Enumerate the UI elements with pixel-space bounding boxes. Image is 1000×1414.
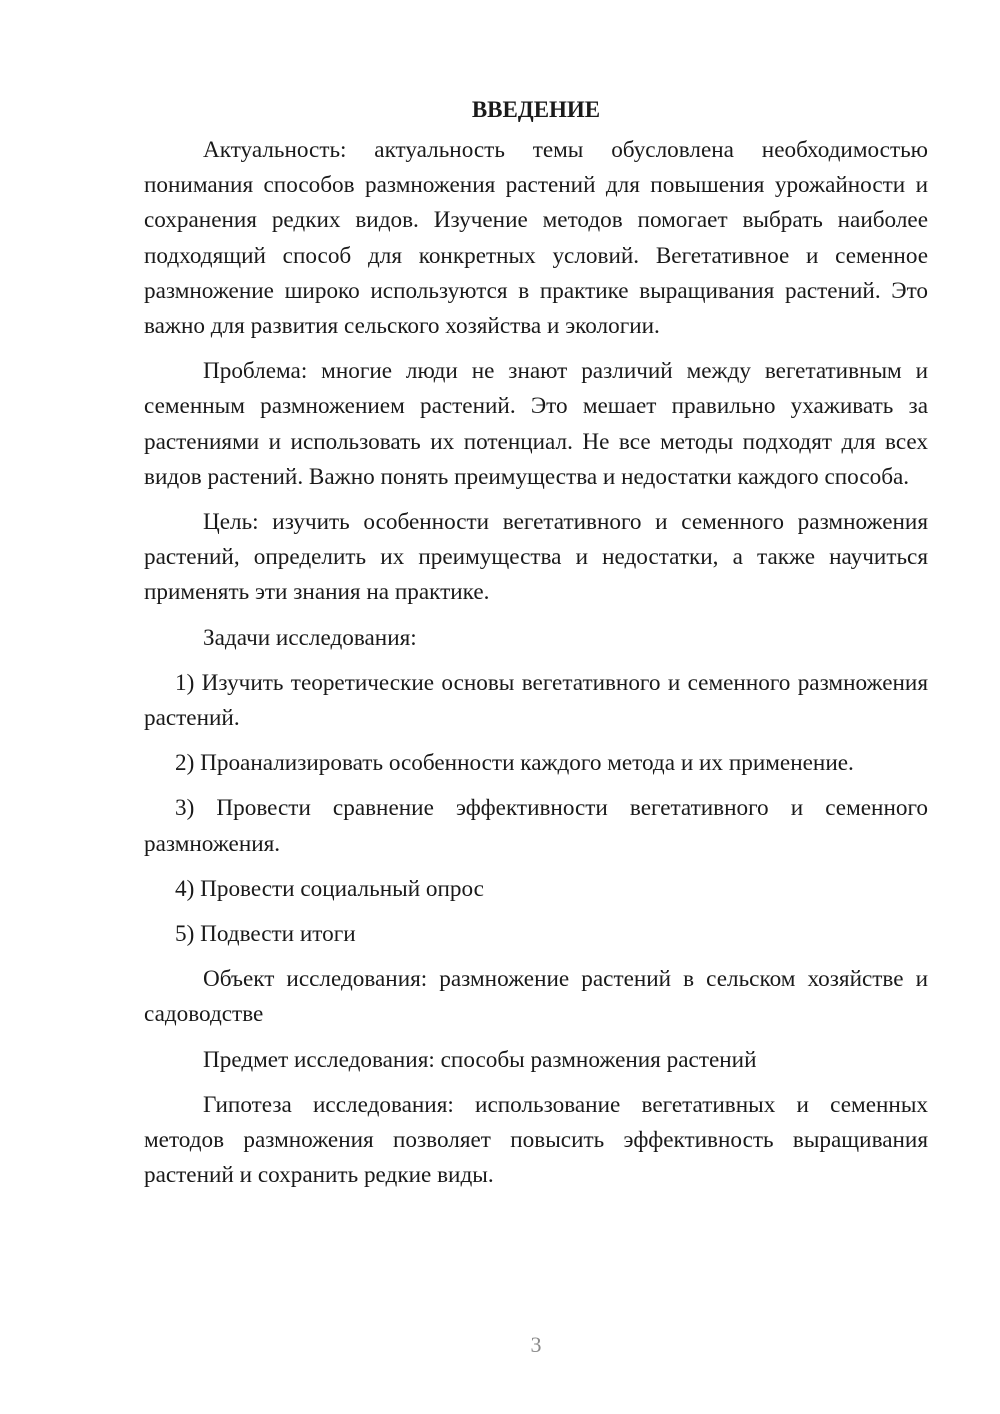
paragraph-goal: Цель: изучить особенности вегетативного и семенного размножения растений, определить их преимущества и недостатки, а также научиться применять эти знания на практике.: [144, 509, 928, 606]
page-number: 3: [530, 1332, 542, 1357]
document-page: [144, 92, 928, 1203]
paragraph-tasks-heading: Задачи исследования:: [203, 624, 417, 651]
task-item: 5) Подвести итоги: [175, 921, 356, 948]
paragraph-subject: Предмет исследования: способы размножения растений: [203, 1046, 757, 1073]
task-item: 2) Проанализировать особенности каждого метода и их применение.: [175, 750, 854, 777]
paragraph-hypothesis: Гипотеза исследования: использование вегетативных и семенных методов размножения позволяет повысить эффективность выращивания растений и сохранить редкие виды.: [144, 1091, 928, 1189]
paragraph-problem: Проблема: многие люди не знают различий между вегетативным и семенным размножением растений. Это мешает правильно ухаживать за растениями и использовать их потенциал. Не все методы подходят для всех видов растений. Важно понять преимущества и недостатки каждого способа.: [144, 358, 928, 490]
paragraph-relevance: Актуальность: актуальность темы обусловлена необходимостью понимания способов размножения растений для повышения урожайности и сохранения редких видов. Изучение методов помогает выбрать наиболее подходящий способ для конкретных условий. Вегетативное и семенное размножение широко используются в практике выращивания растений. Это важно для развития сельского хозяйства и экологии.: [144, 137, 928, 340]
task-item: 3) Провести сравнение эффективности вегетативного и семенного размножения.: [144, 795, 928, 857]
task-item: 4) Провести социальный опрос: [175, 875, 484, 902]
task-item: 1) Изучить теоретические основы вегетативного и семенного размножения растений.: [144, 669, 928, 732]
paragraph-object: Объект исследования: размножение растений в сельском хозяйстве и садоводстве: [144, 966, 928, 1028]
document-title: ВВЕДЕНИЕ: [471, 97, 601, 122]
